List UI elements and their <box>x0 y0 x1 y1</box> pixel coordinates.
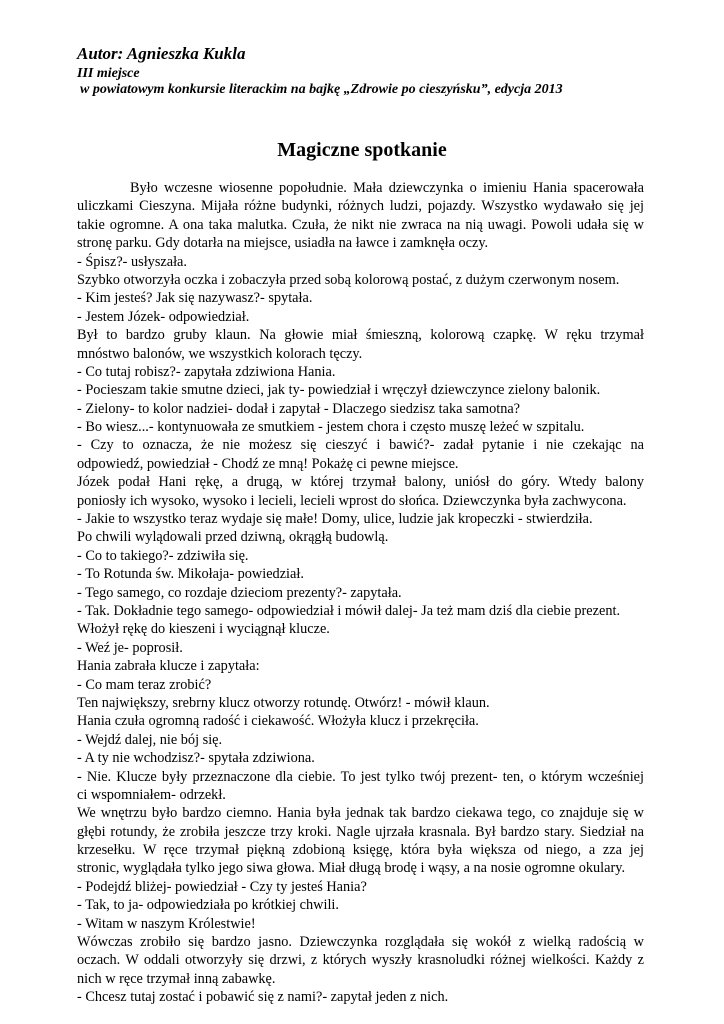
text-line: Włożył rękę do kieszeni i wyciągnął klucze. <box>77 621 330 638</box>
text-line: mnóstwo balonów, we wszystkich kolorach tęczy. <box>77 345 363 362</box>
text-line: Ten największy, srebrny klucz otworzy rotundę. Otwórz! - mówił klaun. <box>77 694 490 711</box>
text-line: - Wejdź dalej, nie bój się. <box>77 731 223 748</box>
text-line: oczach. W oddali otworzyły się drzwi, z których wyszły krasnoludki różnej wielkości. Każdy z <box>77 952 644 969</box>
text-line: odpowiedź, powiedział - Chodź ze mną! Pokażę ci pewne miejsce. <box>77 455 459 472</box>
text-line: - Nie. Klucze były przeznaczone dla ciebie. To jest tylko twój prezent- ten, o którym wcześniej <box>77 768 644 785</box>
text-line: Było wczesne wiosenne popołudnie. Mała dziewczynka o imieniu Hania spacerowała <box>130 180 644 196</box>
text-line: - Co to takiego?- zdziwiła się. <box>77 547 249 564</box>
text-line: - Śpisz?- usłyszała. <box>77 253 187 270</box>
text-line: - Co mam teraz zrobić? <box>77 676 212 693</box>
story-body <box>77 179 644 1007</box>
text-line: Wówczas zrobiło się bardzo jasno. Dziewczynka rozglądała się wokół z wielką radością w <box>77 934 644 951</box>
text-line: - Weź je- poprosił. <box>77 639 183 656</box>
text-line: Hania czuła ogromną radość i ciekawość. Włożyła klucz i przekręciła. <box>77 713 479 730</box>
text-line: - Tego samego, co rozdaje dzieciom prezenty?- zapytała. <box>77 584 402 601</box>
author-line: Autor: Agnieszka Kukla <box>77 44 246 63</box>
text-line: poniosły ich wysoko, wysoko i lecieli, lecieli wprost do słońca. Dziewczynka była zachwycona. <box>77 492 627 509</box>
text-line: Hania zabrała klucze i zapytała: <box>77 658 260 675</box>
story-title: Magiczne spotkanie <box>277 139 447 161</box>
text-line: - Pocieszam takie smutne dzieci, jak ty- powiedział i wręczył dziewczynce zielony balonik. <box>77 382 601 399</box>
text-line: - Chcesz tutaj zostać i pobawić się z nami?- zapytał jeden z nich. <box>77 989 449 1006</box>
text-line: - Kim jesteś? Jak się nazywasz?- spytała. <box>77 290 313 307</box>
text-line: - Jakie to wszystko teraz wydaje się małe! Domy, ulice, ludzie jak kropeczki - stwierdziła. <box>77 511 593 528</box>
text-line: - Tak. Dokładnie tego samego- odpowiedział i mówił dalej- Ja też mam dziś dla ciebie prezent. <box>77 602 621 619</box>
text-line: - A ty nie wchodzisz?- spytała zdziwiona. <box>77 750 315 767</box>
text-line: - Jestem Józek- odpowiedział. <box>77 308 250 325</box>
text-line: - To Rotunda św. Mikołaja- powiedział. <box>77 566 304 583</box>
text-line: ci wspomniałem- odrzekł. <box>77 786 226 803</box>
text-line: nich w ręce trzymał inną zabawkę. <box>77 970 276 987</box>
text-line: Józek podał Hani rękę, a drugą, w której trzymał balony, uniósł do góry. Wtedy balony <box>77 474 644 491</box>
text-line: takie ogromne. A ona taka malutka. Czuła, że nikt nie zwraca na nią uwagi. Powoli udała się w <box>77 216 644 233</box>
text-line: - Co tutaj robisz?- zapytała zdziwiona Hania. <box>77 363 336 380</box>
text-line: stronic, wyglądała tylko jego siwa głowa. Miał długą brodę i wąsy, a na nosie ogromne okulary. <box>77 860 626 877</box>
text-line: - Bo wiesz...- kontynuowała ze smutkiem - jestem chora i często muszę leżeć w szpitalu. <box>77 419 585 436</box>
text-line: We wnętrzu było bardzo ciemno. Hania była jednak tak bardzo ciekawa tego, co znajduje się w <box>77 805 644 822</box>
text-line: - Zielony- to kolor nadziei- dodał i zapytał - Dlaczego siedzisz taka samotna? <box>77 400 521 417</box>
text-line: Po chwili wylądowali przed dziwną, okrągłą budowlą. <box>77 529 389 546</box>
text-line: głębi rotundy, że zrobiła jeszcze trzy kroki. Nagle ujrzała krasnala. Był bardzo stary. Siedział na <box>77 823 644 840</box>
text-line: - Podejdź bliżej- powiedział - Czy ty jesteś Hania? <box>77 878 367 895</box>
text-line: Był to bardzo gruby klaun. Na głowie miał śmieszną, kolorową czapkę. W ręku trzymał <box>77 327 644 344</box>
text-line: Szybko otworzyła oczka i zobaczyła przed sobą kolorową postać, z dużym czerwonym nosem. <box>77 271 620 288</box>
text-line: uliczkami Cieszyna. Mijała różne budynki, różnych ludzi, pojazdy. Wszystko wydawało się jej <box>77 198 644 215</box>
text-line: - Czy to oznacza, że nie możesz się cieszyć i bawić?- zadał pytanie i nie czekając na <box>77 437 644 454</box>
text-line: krzesełku. W ręce trzymał piękną zdobioną księgę, która była większa od niego, a zza jej <box>77 842 644 859</box>
contest-line: w powiatowym konkursie literackim na bajkę „Zdrowie po cieszyńsku”, edycja 2013 <box>80 82 563 97</box>
place-line: III miejsce <box>77 66 140 81</box>
text-line: - Witam w naszym Królestwie! <box>77 915 256 932</box>
text-line: - Tak, to ja- odpowiedziała po krótkiej chwili. <box>77 897 339 914</box>
text-line: stronę parku. Gdy dotarła na miejsce, usiadła na ławce i zamknęła oczy. <box>77 235 489 252</box>
